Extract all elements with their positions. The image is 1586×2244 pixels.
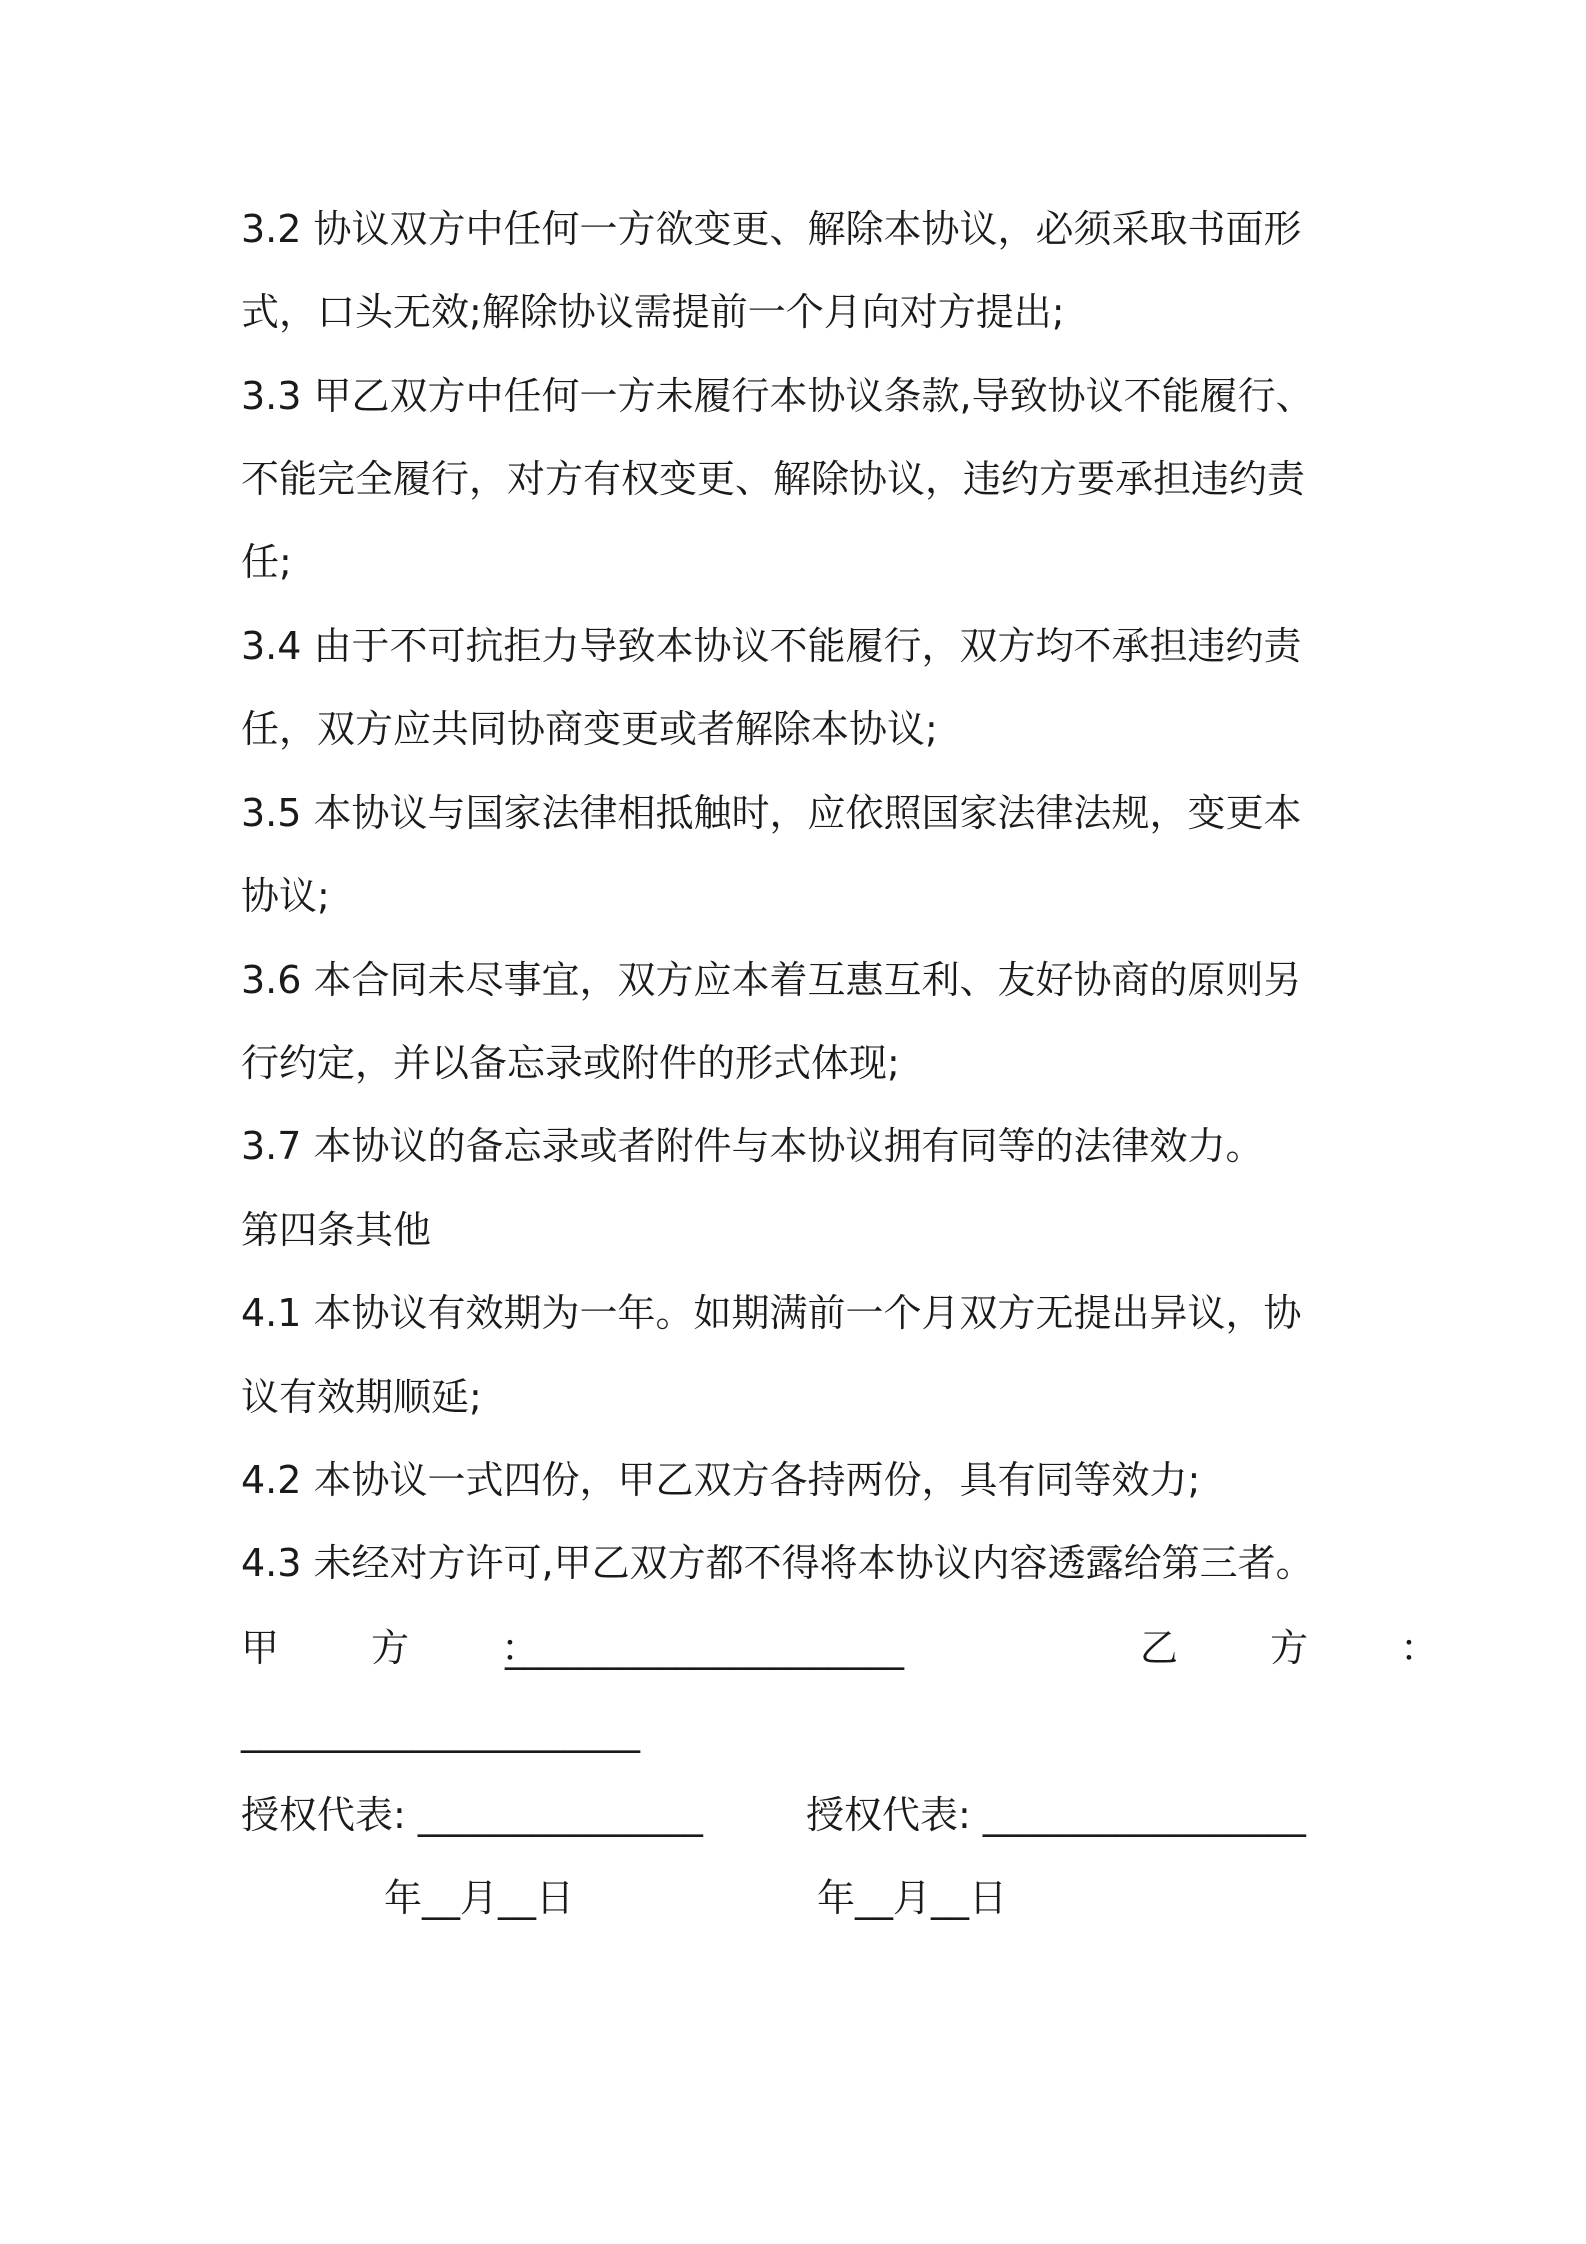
clause-4-1-line-2: 议有效期顺延; [241, 1375, 482, 1419]
clause-4-3-line-1: 4.3 未经对方许可,甲乙双方都不得将本协议内容透露给第三者。 [241, 1541, 1314, 1585]
party-a-representative: 授权代表: _______________ [241, 1793, 703, 1837]
party-a-label: 甲 方 ： [241, 1626, 580, 1670]
clause-3-6-line-2: 行约定，并以备忘录或附件的形式体现; [241, 1041, 900, 1085]
clause-3-5-line-2: 协议; [241, 874, 330, 918]
clause-3-6-line-1: 3.6 本合同未尽事宜，双方应本着互惠互利、友好协商的原则另 [241, 958, 1302, 1002]
clause-3-5-line-1: 3.5 本协议与国家法律相抵触时，应依照国家法律法规，变更本 [241, 791, 1302, 835]
party-b-date: 年__月__日 [817, 1876, 1008, 1920]
clause-3-7-line-1: 3.7 本协议的备忘录或者附件与本协议拥有同等的法律效力。 [241, 1124, 1264, 1168]
clause-3-3-line-1: 3.3 甲乙双方中任何一方未履行本协议条款,导致协议不能履行、 [241, 374, 1314, 418]
clause-3-4-line-1: 3.4 由于不可抗拒力导致本协议不能履行，双方均不承担违约责 [241, 624, 1302, 668]
party-b-label: 乙 方 ： [1140, 1626, 1479, 1670]
party-b-signature-blank: _____________________ [241, 1709, 640, 1753]
clause-3-2-line-1: 3.2 协议双方中任何一方欲变更、解除本协议，必须采取书面形 [241, 207, 1302, 251]
clause-3-4-line-2: 任，双方应共同协商变更或者解除本协议; [241, 707, 938, 751]
clause-3-3-line-2: 不能完全履行，对方有权变更、解除协议，违约方要承担违约责 [241, 457, 1306, 501]
party-b-representative: 授权代表: _________________ [806, 1793, 1306, 1837]
article-4-heading: 第四条其他 [241, 1208, 432, 1252]
party-a-signature-blank: _____________________ [505, 1626, 904, 1670]
clause-3-3-line-3: 任; [241, 540, 292, 584]
party-a-date: 年__月__日 [384, 1876, 575, 1920]
clause-4-1-line-1: 4.1 本协议有效期为一年。如期满前一个月双方无提出异议，协 [241, 1291, 1302, 1335]
clause-4-2-line-1: 4.2 本协议一式四份，甲乙双方各持两份，具有同等效力; [241, 1458, 1201, 1502]
clause-3-2-line-2: 式，口头无效;解除协议需提前一个月向对方提出; [241, 290, 1065, 334]
